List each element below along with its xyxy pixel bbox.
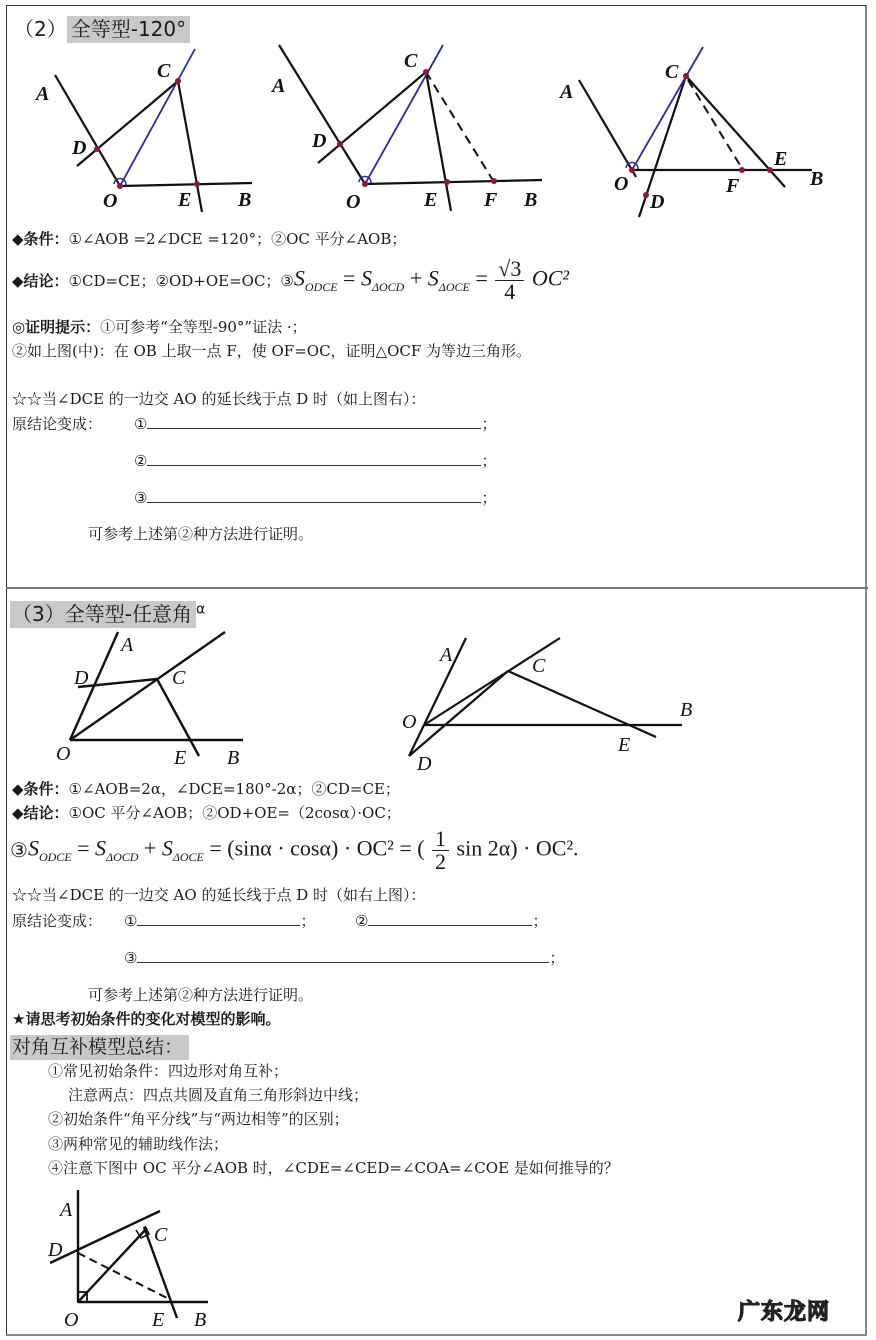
figure-any-angle-right (380, 630, 710, 780)
svg-text:B: B (680, 699, 693, 721)
svg-text:C: C (157, 60, 171, 82)
svg-text:A: A (272, 75, 286, 97)
figure-120-right (550, 40, 870, 220)
section2-change-label: 原结论变成： (12, 415, 103, 433)
svg-text:A: A (560, 81, 574, 103)
proof-hint-1: ◎证明提示：①可参考“全等型-90°”证法 ·； (12, 318, 307, 336)
section2-extension: ☆☆当∠DCE 的一边交 AO 的延长线于点 D 时（如上图右）： (12, 390, 426, 408)
figure-summary-right-angle (30, 1180, 230, 1340)
section3-blank-3[interactable]: ③ ； (124, 949, 565, 967)
summary-item-4: ④注意下图中 OC 平分∠AOB 时，∠CDE=∠CED=∠COA=∠COE 是如何推导的？ (48, 1159, 619, 1177)
svg-text:E: E (424, 189, 438, 211)
svg-text:A: A (60, 1199, 73, 1221)
section3-conclusion: ◆结论：①OC 平分∠AOB；②OD+OE=（2cosα）·OC； (12, 804, 401, 822)
svg-text:D: D (48, 1239, 63, 1261)
svg-text:O: O (56, 743, 71, 765)
svg-text:B: B (238, 189, 252, 211)
summary-item-3: ③两种常见的辅助线作法； (48, 1135, 229, 1153)
svg-text:D: D (417, 753, 432, 775)
section3-heading: （3）全等型-任意角 $^\alpha$ (12, 601, 206, 626)
figure-120-middle (260, 30, 580, 220)
section2-title: 全等型-120° (67, 16, 190, 43)
section3-reference: 可参考上述第②种方法进行证明。 (88, 986, 314, 1004)
svg-text:E: E (618, 734, 631, 756)
svg-text:D: D (312, 130, 327, 152)
conclusion-label: ◆结论： (12, 272, 69, 290)
section2-conclusion (12, 258, 569, 303)
svg-text:E: E (174, 747, 187, 769)
section2-prefix: （2） (14, 17, 67, 41)
alpha-symbol: α (195, 601, 206, 618)
svg-text:O: O (402, 711, 417, 733)
svg-text:F: F (726, 175, 740, 197)
section2-blank-3[interactable]: ③ ； (134, 489, 497, 507)
svg-text:D: D (650, 191, 665, 213)
svg-text:F: F (484, 189, 498, 211)
svg-text:O: O (103, 190, 118, 212)
summary-item-1-note: 注意两点：四点共圆及直角三角形斜边中线； (68, 1086, 369, 1104)
svg-text:C: C (532, 655, 546, 677)
svg-text:E: E (774, 148, 788, 170)
condition-text: ①∠AOB =2∠DCE =120°；②OC 平分∠AOB； (68, 230, 407, 248)
svg-text:O: O (614, 173, 629, 195)
svg-text:C: C (172, 667, 186, 689)
section3-change-label: 原结论变成： (12, 912, 103, 930)
figure-any-angle-left (0, 580, 300, 770)
svg-text:E: E (152, 1309, 165, 1331)
svg-text:O: O (64, 1309, 79, 1331)
think-prompt: ★请思考初始条件的变化对模型的影响。 (12, 1010, 281, 1028)
section2-blank-2[interactable]: ② ； (134, 452, 497, 470)
section2-condition (12, 228, 406, 249)
section2-blank-1[interactable]: ① ； (134, 415, 497, 433)
summary-item-1: ①常见初始条件：四边形对角互补； (48, 1062, 289, 1080)
svg-text:B: B (194, 1309, 207, 1331)
proof-hint-2: ②如上图(中)：在 OB 上取一点 F，使 OF=OC，证明△OCF 为等边三角形。 (12, 342, 532, 360)
condition-label: ◆条件： (12, 230, 69, 248)
svg-text:D: D (74, 667, 89, 689)
svg-text:D: D (72, 137, 87, 159)
figure-120-left (0, 0, 300, 220)
area-formula-120: $S_{ODCE} = S_{\Delta OCD} + S_{\Delta OCE}$ = $\frac{√3}{4}$ OC² (293, 256, 569, 304)
svg-text:B: B (227, 747, 240, 769)
svg-text:B: B (810, 168, 824, 190)
section3-blank-2[interactable]: ② ； (355, 912, 548, 930)
summary-item-2: ②初始条件“角平分线”与“两边相等”的区别； (48, 1110, 349, 1128)
watermark-logo: 广东龙网 (738, 1300, 831, 1325)
section3-condition: ◆条件：①∠AOB=2α，∠DCE=180°-2α；②CD=CE； (12, 780, 400, 798)
svg-text:C: C (665, 61, 679, 83)
section3-extension: ☆☆当∠DCE 的一边交 AO 的延长线于点 D 时（如右上图）： (12, 886, 426, 904)
section2-reference: 可参考上述第②种方法进行证明。 (88, 525, 314, 543)
svg-text:C: C (404, 50, 418, 72)
svg-text:O: O (346, 191, 361, 213)
section3-title: 全等型-任意角 (64, 602, 192, 626)
svg-text:B: B (524, 189, 538, 211)
conclusion-text: ①CD=CE；②OD+OE=OC；③ (68, 272, 294, 290)
svg-text:A: A (121, 634, 134, 656)
svg-text:A: A (36, 83, 50, 105)
svg-text:A: A (440, 644, 453, 666)
section3-blank-1[interactable]: ① ； (124, 912, 316, 930)
svg-text:E: E (178, 189, 192, 211)
summary-heading: 对角互补模型总结： (10, 1032, 189, 1059)
area-formula-any-angle: ③ $S_{ODCE} = S_{\Delta OCD} + S_{\Delta OCE} = (\sin\alpha \cdot \cos\alpha) \cdot OC^2$ = ( $\frac{1}{2}$ sin 2α) · OC². (10, 826, 579, 874)
svg-text:C: C (154, 1224, 168, 1246)
